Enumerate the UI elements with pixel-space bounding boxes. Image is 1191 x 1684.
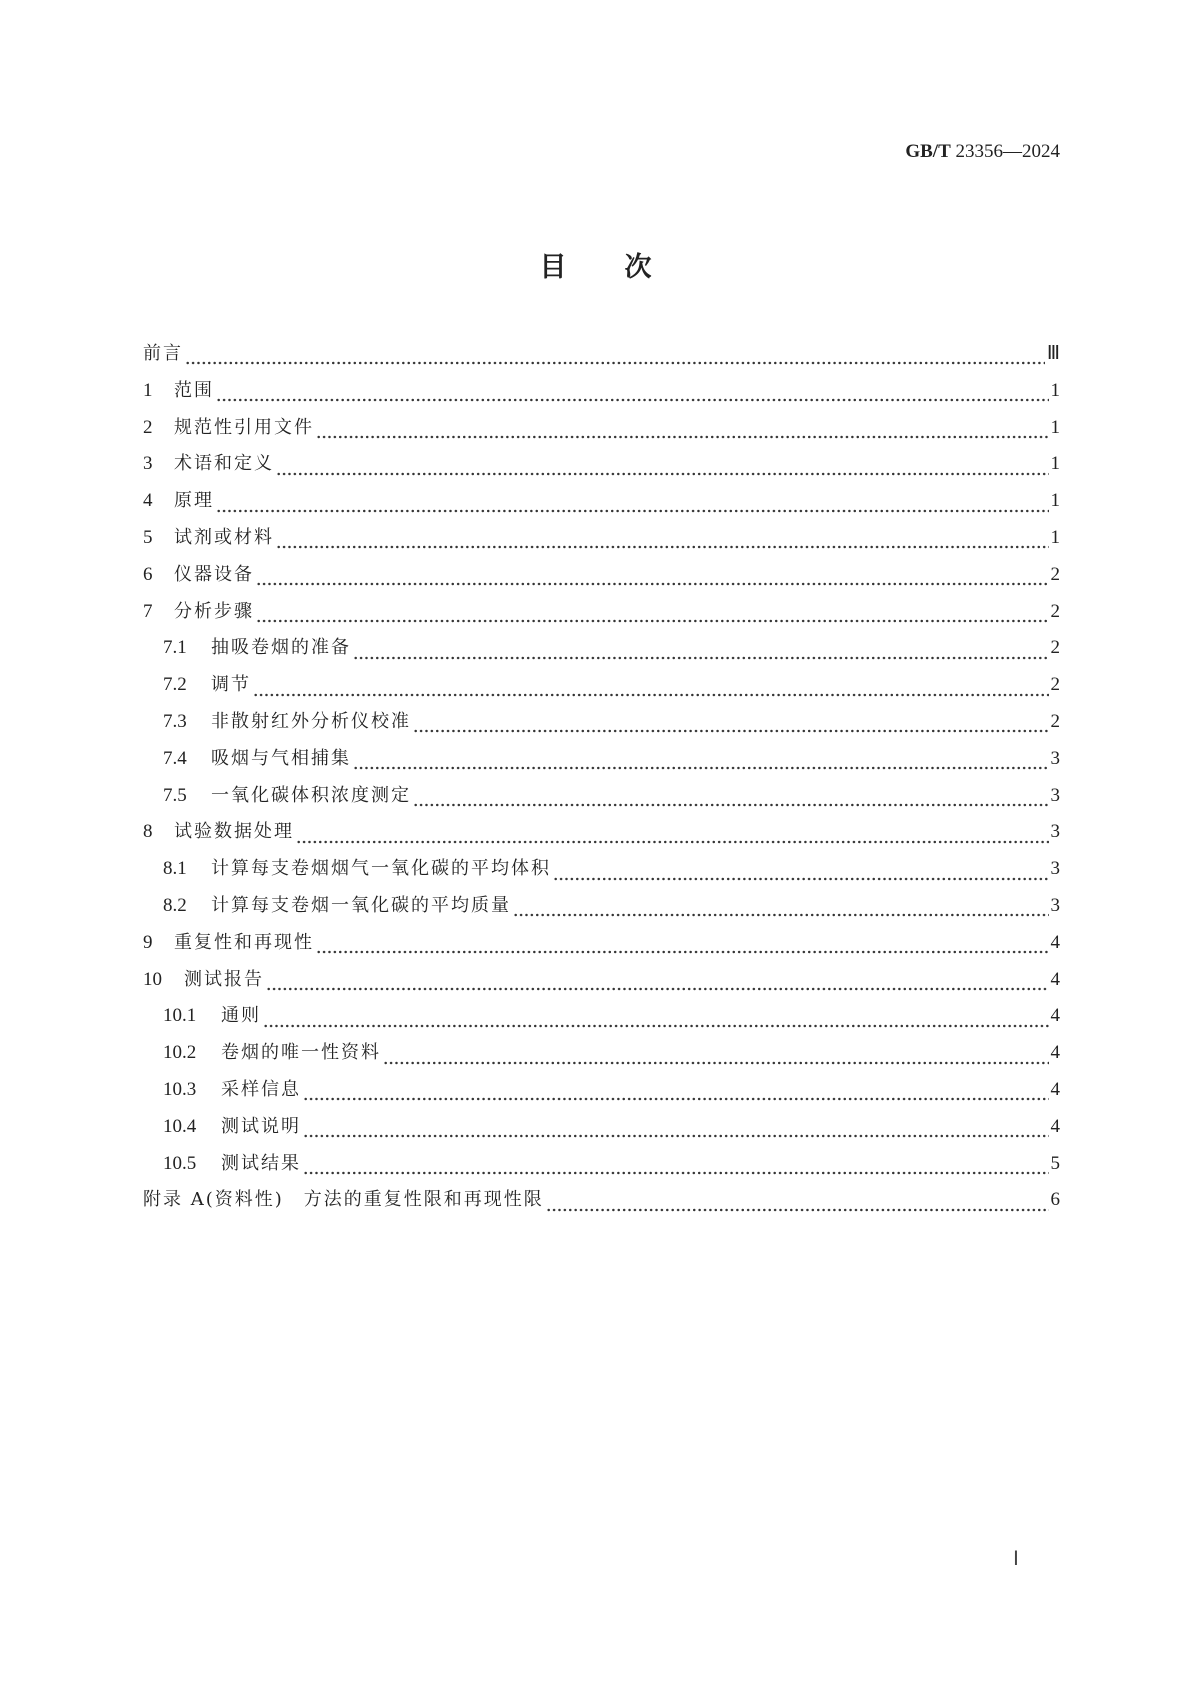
toc-entry[interactable]: [143, 415, 1060, 452]
page-title: 目次: [539, 252, 710, 283]
toc-entry-number: 5: [143, 526, 153, 548]
toc-entry[interactable]: [143, 1077, 1060, 1114]
dot-leader: [256, 582, 1049, 586]
dot-leader: [266, 987, 1049, 991]
toc-entry-number: 10: [143, 968, 162, 990]
toc-entry[interactable]: [143, 893, 1060, 930]
dot-leader: [256, 619, 1049, 623]
dot-leader: [513, 913, 1049, 917]
dot-leader: [383, 1061, 1049, 1065]
toc-entry[interactable]: [143, 783, 1060, 820]
toc-entry-page: 3: [1050, 821, 1060, 843]
toc-entry[interactable]: [143, 746, 1060, 783]
toc-entry-page: 1: [1050, 416, 1060, 438]
dot-leader: [216, 509, 1049, 513]
page-number: Ⅰ: [1013, 1548, 1019, 1570]
toc-entry-label: 规范性引用文件: [174, 416, 314, 438]
toc-entry[interactable]: [143, 1114, 1060, 1151]
dot-leader: [276, 472, 1049, 476]
toc-entry-page: 4: [1050, 1042, 1060, 1064]
toc-entry-number: 8: [143, 821, 153, 843]
toc-entry-label: 一氧化碳体积浓度测定: [211, 784, 411, 806]
toc-entry-page: 3: [1050, 894, 1060, 916]
toc-entry-page: 2: [1050, 637, 1060, 659]
toc-entry-number: 8.1: [163, 858, 187, 880]
toc-entry-label: 原理: [174, 490, 214, 512]
toc-entry-label: 卷烟的唯一性资料: [221, 1042, 381, 1064]
dot-leader: [303, 1171, 1049, 1175]
toc-entry-page: 4: [1050, 1005, 1060, 1027]
toc-entry-label: 附录 A(资料性) 方法的重复性限和再现性限: [143, 1189, 544, 1211]
document-prefix: GB/T: [905, 141, 951, 162]
toc-entry-label: 前言: [143, 343, 183, 364]
toc-entry-number: 10.1: [163, 1005, 197, 1027]
toc-entry-page: 3: [1050, 747, 1060, 769]
toc-entry-label: 范围: [174, 379, 214, 401]
toc-entry[interactable]: [143, 856, 1060, 893]
dot-leader: [276, 545, 1049, 549]
toc-entry[interactable]: [143, 930, 1060, 967]
toc-entry[interactable]: [143, 635, 1060, 672]
toc-entry-page: 3: [1050, 784, 1060, 806]
toc-entry[interactable]: [143, 378, 1060, 415]
toc-entry-page: 6: [1050, 1189, 1060, 1211]
toc-entry-number: 10.3: [163, 1078, 197, 1100]
toc-entry[interactable]: [143, 562, 1060, 599]
dot-leader: [303, 1134, 1049, 1138]
toc-entry-page: 2: [1050, 674, 1060, 696]
toc-entry-page: 4: [1050, 1115, 1060, 1137]
toc-entry-number: 10.5: [163, 1152, 197, 1174]
toc-entry[interactable]: [143, 1151, 1060, 1188]
toc-entry-page: 1: [1050, 453, 1060, 475]
toc-entry-label: 试剂或材料: [174, 526, 274, 548]
toc-entry-number: 7.1: [163, 637, 187, 659]
toc-entry-label: 调节: [211, 674, 251, 696]
toc-entry-number: 10.2: [163, 1042, 197, 1064]
toc-entry-label: 非散射红外分析仪校准: [211, 710, 411, 732]
dot-leader: [553, 877, 1049, 881]
toc-entry-number: 7.3: [163, 710, 187, 732]
dot-leader: [353, 766, 1049, 770]
document-number: [905, 141, 1060, 163]
dot-leader: [263, 1024, 1049, 1028]
dot-leader: [303, 1097, 1049, 1101]
toc-entry-number: 6: [143, 563, 153, 585]
toc-entry-page: Ⅲ: [1046, 343, 1060, 364]
dot-leader: [353, 656, 1049, 660]
toc-entry[interactable]: [143, 451, 1060, 488]
toc-entry-page: 4: [1050, 931, 1060, 953]
toc-entry-label: 测试报告: [184, 968, 264, 990]
toc-entry[interactable]: [143, 1003, 1060, 1040]
toc-entry-label: 吸烟与气相捕集: [211, 747, 351, 769]
toc-entry-number: 7: [143, 600, 153, 622]
toc-entry-number: 10.4: [163, 1115, 197, 1137]
toc-entry-page: 1: [1050, 526, 1060, 548]
toc-entry-label: 分析步骤: [174, 600, 254, 622]
dot-leader: [216, 398, 1049, 402]
dot-leader: [185, 361, 1045, 365]
toc-entry-label: 术语和定义: [174, 453, 274, 475]
toc-entry-number: 7.4: [163, 747, 187, 769]
toc-entry-number: 2: [143, 416, 153, 438]
toc-entry-page: 1: [1050, 379, 1060, 401]
toc-entry-number: 8.2: [163, 894, 187, 916]
dot-leader: [546, 1208, 1049, 1212]
toc-entry[interactable]: [143, 525, 1060, 562]
toc-entry-page: 5: [1050, 1152, 1060, 1174]
dot-leader: [296, 840, 1049, 844]
toc-entry-number: 7.5: [163, 784, 187, 806]
toc-entry-number: 1: [143, 379, 153, 401]
toc-entry[interactable]: [143, 488, 1060, 525]
dot-leader: [253, 693, 1049, 697]
toc-entry[interactable]: [143, 672, 1060, 709]
toc-entry-number: 3: [143, 453, 153, 475]
toc-entry-number: 9: [143, 931, 153, 953]
toc-entry[interactable]: [143, 1040, 1060, 1077]
toc-entry[interactable]: [143, 819, 1060, 856]
toc-entry-label: 计算每支卷烟一氧化碳的平均质量: [211, 894, 511, 916]
table-of-contents: [143, 341, 1060, 1224]
toc-entry-page: 3: [1050, 858, 1060, 880]
toc-entry-number: 4: [143, 490, 153, 512]
toc-entry[interactable]: [143, 599, 1060, 636]
toc-entry-page: 2: [1050, 600, 1060, 622]
toc-entry-label: 仪器设备: [174, 563, 254, 585]
document-code: 23356—2024: [955, 141, 1060, 162]
toc-entry[interactable]: [143, 709, 1060, 746]
toc-entry-page: 4: [1050, 968, 1060, 990]
toc-entry-label: 计算每支卷烟烟气一氧化碳的平均体积: [211, 858, 551, 880]
toc-entry-page: 2: [1050, 710, 1060, 732]
toc-entry-page: 2: [1050, 563, 1060, 585]
toc-entry-label: 采样信息: [221, 1078, 301, 1100]
toc-entry-label: 重复性和再现性: [174, 931, 314, 953]
toc-entry[interactable]: [143, 1187, 1060, 1224]
toc-entry-label: 测试说明: [221, 1115, 301, 1137]
toc-entry-label: 通则: [221, 1005, 261, 1027]
toc-entry-page: 1: [1050, 490, 1060, 512]
toc-entry-page: 4: [1050, 1078, 1060, 1100]
dot-leader: [413, 729, 1049, 733]
toc-entry-label: 试验数据处理: [174, 821, 294, 843]
toc-entry[interactable]: [143, 341, 1060, 378]
toc-entry-number: 7.2: [163, 674, 187, 696]
dot-leader: [316, 950, 1049, 954]
dot-leader: [413, 803, 1049, 807]
toc-entry-label: 抽吸卷烟的准备: [211, 637, 351, 659]
toc-entry-label: 测试结果: [221, 1152, 301, 1174]
toc-entry[interactable]: [143, 967, 1060, 1004]
dot-leader: [316, 435, 1049, 439]
